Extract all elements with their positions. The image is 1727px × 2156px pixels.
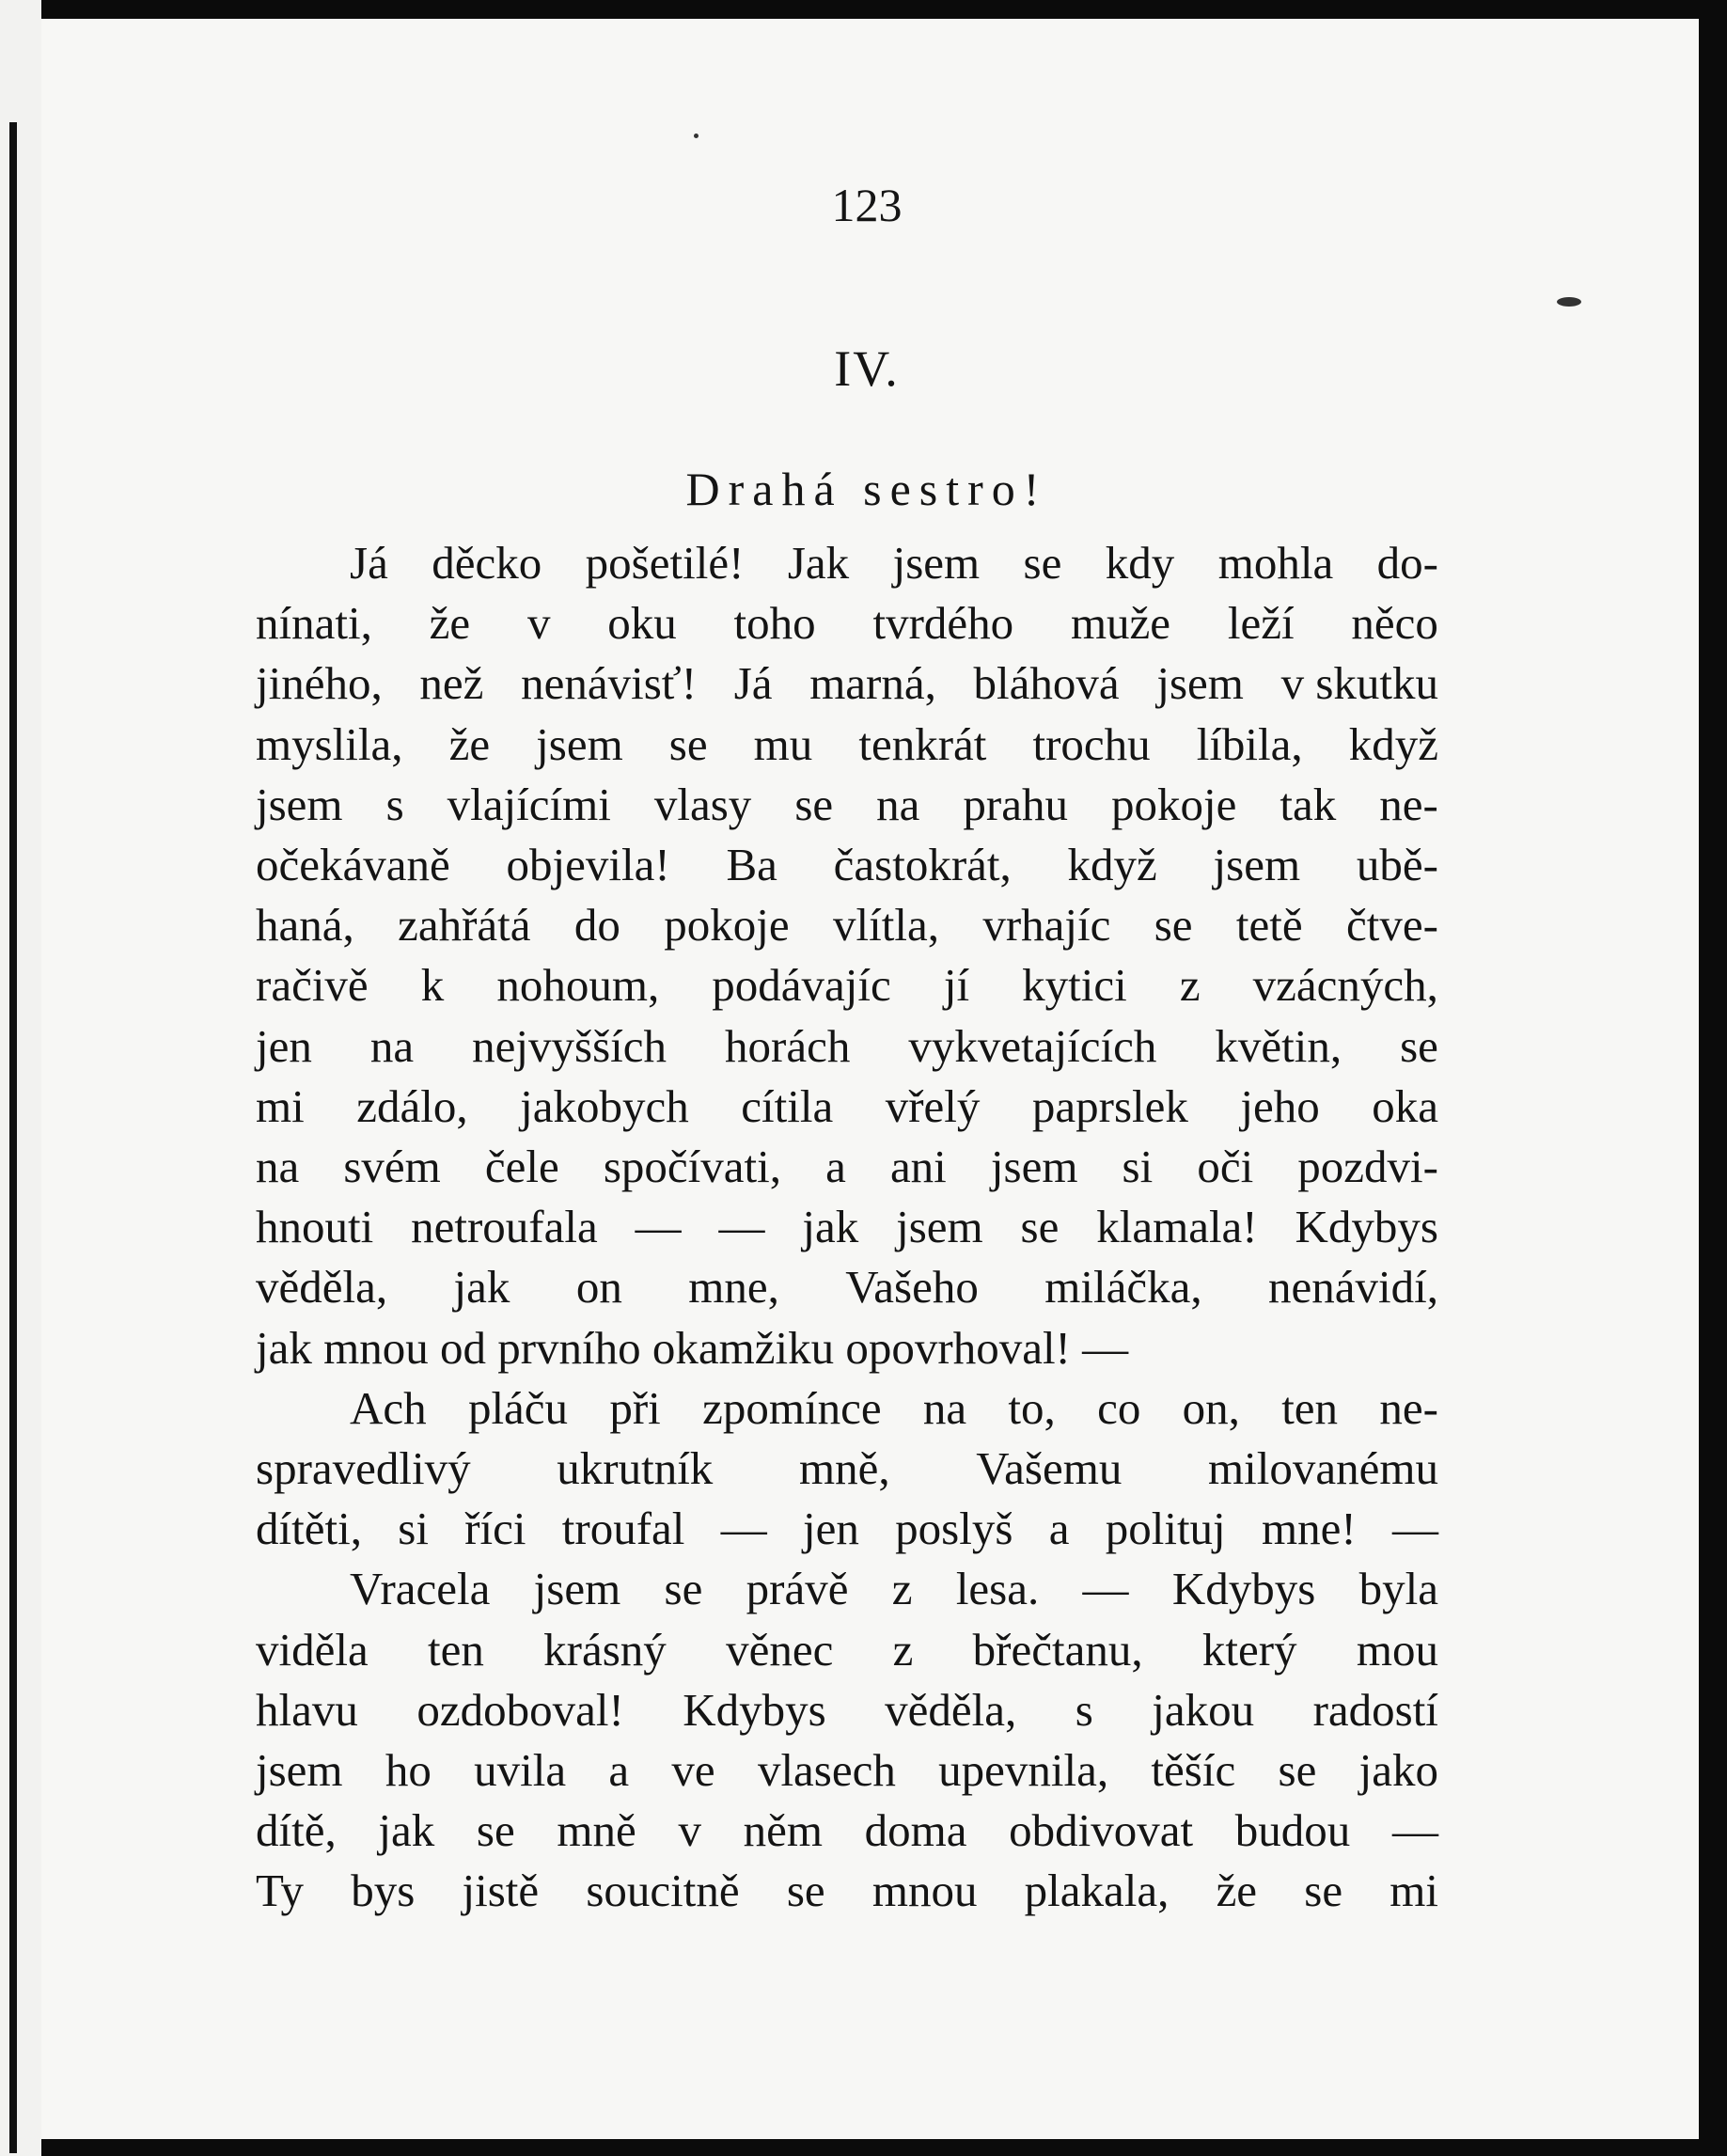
word: on, [1182, 1381, 1240, 1434]
word: nenávidí, [1268, 1261, 1438, 1314]
text-line [256, 1439, 1438, 1499]
word: mi [256, 1079, 305, 1132]
word: dítě, [256, 1804, 337, 1857]
word: troufal [561, 1503, 685, 1555]
word: vrhajíc [982, 899, 1111, 952]
word: mně [557, 1804, 636, 1857]
word: ne- [1379, 1381, 1438, 1434]
word: vlasy [653, 778, 752, 830]
word: Já [733, 657, 773, 710]
word: z [891, 1563, 913, 1615]
text-line [256, 1861, 1438, 1921]
text-line [256, 1016, 1438, 1077]
word: a [825, 1141, 846, 1192]
word: soucitně [586, 1865, 740, 1917]
word: mi [1389, 1865, 1438, 1917]
word: jak [378, 1804, 435, 1857]
word: doma [864, 1804, 967, 1857]
word: očekávaně [256, 839, 450, 890]
word: něm [743, 1804, 823, 1857]
word: jako [1358, 1744, 1438, 1796]
word: se [1023, 537, 1062, 589]
word: prahu [963, 778, 1068, 830]
word: mohla [1217, 537, 1334, 589]
text-line [350, 1378, 1438, 1439]
word: ani [889, 1141, 947, 1192]
word: objevila! [506, 839, 670, 890]
word: pozdvi- [1297, 1141, 1438, 1192]
word: mne! [1261, 1503, 1357, 1555]
word: tetě [1235, 899, 1303, 952]
word: říci [464, 1503, 526, 1555]
text-line [256, 1680, 1438, 1740]
word: podávajíc [712, 959, 891, 1012]
text-line [350, 533, 1438, 593]
word: nínati, [256, 597, 372, 650]
word: se [664, 1563, 703, 1615]
text-line [256, 1197, 1438, 1257]
word: byla [1358, 1563, 1438, 1615]
word: se [794, 778, 834, 830]
word: upevnila, [938, 1744, 1109, 1796]
word: — [1391, 1804, 1438, 1857]
word: že [429, 597, 471, 650]
word: jakobych [520, 1079, 689, 1132]
word: se [476, 1804, 515, 1857]
chapter-heading: IV. [834, 340, 900, 397]
word: v skutku [1280, 657, 1438, 710]
word: hnouti [256, 1201, 374, 1253]
word: jsem [256, 1744, 343, 1796]
word: mou [1356, 1623, 1438, 1676]
word: dítěti, [256, 1503, 362, 1555]
word: haná, [256, 899, 354, 952]
word: se [1400, 1019, 1438, 1072]
word: krásný [543, 1623, 667, 1676]
word: trochu [1032, 717, 1151, 770]
word: spravedlivý [256, 1442, 471, 1494]
word: jsem [533, 1563, 621, 1615]
word: se [1304, 1865, 1343, 1917]
word: polituj [1105, 1503, 1226, 1555]
text-line [256, 1318, 1438, 1378]
word: si [1122, 1141, 1154, 1192]
word: se [1278, 1744, 1317, 1796]
word: k [420, 959, 445, 1012]
word: při [609, 1381, 661, 1434]
word: Ba [726, 839, 777, 890]
text-line [256, 1620, 1438, 1680]
word: břečtanu, [972, 1623, 1143, 1676]
word: jeho [1240, 1079, 1320, 1132]
word: zpomínce [702, 1381, 882, 1434]
text-line [256, 1499, 1438, 1559]
word: tvrdého [872, 597, 1014, 650]
word: jsem [1156, 657, 1244, 710]
word: ozdoboval! [416, 1683, 624, 1736]
word: když [1067, 839, 1157, 890]
text-line [256, 775, 1438, 835]
text-line [256, 1801, 1438, 1861]
word: toho [733, 597, 816, 650]
word: věděla, [256, 1261, 388, 1314]
word: ten [1281, 1381, 1339, 1434]
word: nejvyšších [472, 1019, 667, 1072]
word: a [608, 1744, 630, 1796]
word: — [1082, 1563, 1129, 1615]
word: jiného, [256, 657, 383, 710]
text-line [256, 1077, 1438, 1137]
word: pláču [467, 1381, 569, 1434]
word: čtve- [1346, 899, 1438, 952]
word: z [892, 1623, 914, 1676]
word: muže [1070, 597, 1171, 650]
word: právě [746, 1563, 849, 1615]
binding-shadow [9, 122, 17, 2153]
word: uvila [474, 1744, 567, 1796]
text-line [256, 593, 1438, 653]
word: horách [725, 1019, 851, 1072]
word: že [448, 717, 491, 770]
word: do- [1376, 537, 1438, 589]
word: než [419, 657, 484, 710]
word: květin, [1215, 1019, 1342, 1072]
word: líbila, [1196, 717, 1303, 770]
word: na [369, 1019, 415, 1072]
word: na [876, 778, 920, 830]
word: to, [1008, 1381, 1056, 1434]
word: z [1179, 959, 1201, 1012]
word: těšíc [1151, 1744, 1236, 1796]
word: Ty [256, 1865, 305, 1917]
word: ho [385, 1744, 432, 1796]
word: když [1348, 717, 1438, 770]
word: svém [343, 1141, 441, 1192]
word: mu [753, 717, 813, 770]
word: jak [802, 1201, 859, 1253]
scan-speck [1557, 297, 1581, 307]
word: tak [1280, 778, 1337, 830]
word: klamala! [1096, 1201, 1258, 1253]
facing-page-edge [0, 0, 41, 2156]
word: jsem [536, 717, 623, 770]
word: vlítla, [833, 899, 939, 952]
word: budou [1234, 1804, 1351, 1857]
word: vlasech [757, 1744, 896, 1796]
word: ukrutník [557, 1442, 714, 1494]
word: ten [428, 1623, 484, 1676]
word: věnec [726, 1623, 834, 1676]
text-line [256, 653, 1438, 714]
word: jak [453, 1261, 510, 1314]
word: Jak [787, 537, 850, 589]
word: bláhová [973, 657, 1120, 710]
word: jen [256, 1019, 312, 1072]
word: nenávisť! [521, 657, 698, 710]
text-line [256, 1257, 1438, 1317]
text-line [256, 895, 1438, 955]
word: nohoum, [496, 959, 660, 1012]
word: myslila, [256, 717, 403, 770]
word: zdálo, [356, 1079, 468, 1132]
text-line [256, 1740, 1438, 1801]
word: Vašemu [976, 1442, 1123, 1494]
word: se [668, 717, 708, 770]
scan-speck [694, 134, 699, 138]
word: vzácných, [1252, 959, 1438, 1012]
word: se [786, 1865, 825, 1917]
word: pokoje [664, 899, 790, 952]
text-line [256, 1137, 1438, 1197]
word: si [398, 1503, 429, 1555]
word: Vracela [350, 1563, 491, 1615]
word: radostí [1312, 1683, 1438, 1736]
word: — [1391, 1503, 1438, 1555]
word: — [635, 1201, 682, 1253]
word: vykvetajících [908, 1019, 1157, 1072]
word: že [1216, 1865, 1258, 1917]
word: jsem [256, 778, 343, 830]
word: s [385, 778, 404, 830]
word: on [575, 1261, 622, 1314]
word: cítila [741, 1079, 834, 1132]
word: kytici [1022, 959, 1127, 1012]
word: jsem [990, 1141, 1078, 1192]
word: se [1154, 899, 1193, 952]
word: jsem [896, 1201, 983, 1253]
word: miláčka, [1044, 1261, 1202, 1314]
word: Ach [350, 1381, 427, 1434]
word: jí [943, 959, 970, 1012]
word: — [718, 1201, 765, 1253]
word: obdivovat [1009, 1804, 1194, 1857]
word: mne, [688, 1261, 779, 1314]
word: ve [671, 1744, 715, 1796]
word: jsem [892, 537, 981, 589]
text-line [256, 835, 1438, 895]
word: ubě- [1356, 839, 1438, 890]
word: na [256, 1141, 300, 1192]
word: oči [1197, 1141, 1254, 1192]
word: jakou [1152, 1683, 1255, 1736]
word: a [1048, 1503, 1070, 1555]
word: častokrát, [833, 839, 1012, 890]
word: marná, [809, 657, 936, 710]
letter-salutation: Drahá sestro! [685, 463, 1048, 515]
word: jsem [1213, 839, 1301, 890]
word: bys [351, 1865, 416, 1917]
word: vlajícími [447, 778, 611, 830]
word: poslyš [895, 1503, 1013, 1555]
word: děcko [432, 537, 542, 589]
word: viděla [256, 1623, 369, 1676]
word: milovanému [1208, 1442, 1438, 1494]
word: co [1097, 1381, 1141, 1434]
word: zahřátá [398, 899, 531, 952]
word: plakala, [1024, 1865, 1170, 1917]
word: na [922, 1381, 967, 1434]
word: do [573, 899, 620, 952]
word: Kdybys [1171, 1563, 1316, 1615]
word: Já [350, 537, 388, 589]
word: v [526, 597, 551, 650]
word: něco [1351, 597, 1438, 650]
word: jak mnou od prvního okamžiku opovrhoval! — [256, 1321, 1129, 1374]
word: tenkrát [858, 717, 987, 770]
word: kdy [1105, 537, 1175, 589]
text-line [350, 1559, 1438, 1619]
word: leží [1227, 597, 1295, 650]
word: Kdybys [683, 1683, 826, 1736]
page-number: 123 [831, 179, 903, 231]
word: oka [1372, 1079, 1438, 1132]
book-page [41, 19, 1699, 2139]
word: který [1201, 1623, 1297, 1676]
word: jistě [462, 1865, 540, 1917]
word: hlavu [256, 1683, 358, 1736]
word: čele [484, 1141, 559, 1192]
word: Vašeho [845, 1261, 979, 1314]
text-line [256, 715, 1438, 775]
word: mnou [871, 1865, 978, 1917]
word: ne- [1379, 778, 1438, 830]
word: spočívati, [603, 1141, 781, 1192]
word: mně, [798, 1442, 890, 1494]
text-line [256, 955, 1438, 1015]
word: pošetilé! [585, 537, 745, 589]
word: račivě [256, 959, 369, 1012]
word: s [1075, 1683, 1093, 1736]
word: v [678, 1804, 701, 1857]
word: netroufala [411, 1201, 598, 1253]
word: oku [607, 597, 677, 650]
word: paprslek [1031, 1079, 1188, 1132]
word: — [720, 1503, 767, 1555]
word: jen [802, 1503, 859, 1555]
word: se [1020, 1201, 1060, 1253]
word: pokoje [1111, 778, 1237, 830]
word: Kdybys [1295, 1201, 1438, 1253]
word: vřelý [885, 1079, 981, 1132]
word: lesa. [955, 1563, 1040, 1615]
word: věděla, [885, 1683, 1017, 1736]
